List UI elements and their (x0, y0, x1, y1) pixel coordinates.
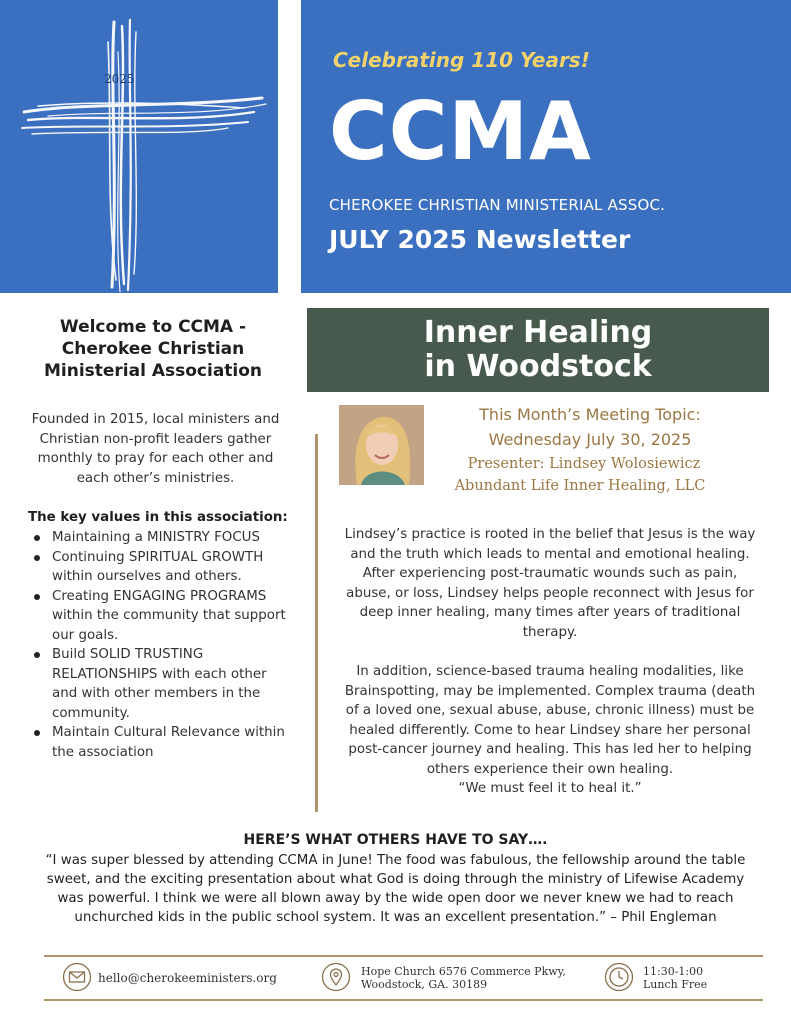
topic-paragraph-1: Lindsey’s practice is rooted in the belief that Jesus is the way and the truth which leads to mental and emotional healing. After experiencing post-traumatic wounds such as pain, abuse, or loss, Lindsey helps people reconnect with Jesus for deep inner healing, many times after years of traditional therapy. (344, 527, 756, 640)
meeting-date: Wednesday July 30, 2025 (488, 430, 692, 449)
founded-paragraph: Founded in 2015, local ministers and Christian non-profit leaders gather monthly to pray for each other and each other’s ministries. (31, 412, 280, 486)
list-item (28, 723, 290, 762)
footer-time-line: Lunch Free (643, 978, 708, 991)
footer-address-line: Woodstock, GA. 30189 (361, 978, 488, 991)
anniversary-tagline: Celebrating 110 Years! (333, 48, 590, 72)
list-item-text: Maintain Cultural Relevance within the association (52, 725, 285, 760)
org-acronym: CCMA (329, 85, 592, 178)
meeting-topic-label: This Month’s Meeting Topic: (479, 405, 701, 424)
key-values-title: The key values in this association: (28, 510, 288, 525)
list-item (28, 645, 290, 723)
presenter-photo (339, 405, 424, 485)
footer-time (643, 965, 707, 991)
testimonial-heading: HERE’S WHAT OTHERS HAVE TO SAY…. (243, 832, 548, 848)
list-item (28, 528, 290, 548)
list-item-text: Continuing SPIRITUAL GROWTH within ourselves and others. (52, 549, 264, 584)
footer-bottom-rule (44, 999, 763, 1001)
bullet-icon (34, 535, 40, 541)
footer-address (361, 965, 566, 991)
list-item (28, 548, 290, 587)
testimonial-quote: “I was super blessed by attending CCMA in June! The food was fabulous, the fellowship around the table sweet, and the exciting presentation about what God is doing through the ministry of Lifewise Academy was powerful. I think we were all blown away by the wide open door we never knew we had to reach unchurched kids in the public school system. It was an excellent presentation.” – Phil Engleman (45, 853, 746, 925)
topic-paragraph-2-text: In addition, science-based trauma healing modalities, like Brainspotting, may be implemented. Complex trauma (death of a loved one, sexual abuse, abuse, chronic illness) must be healed differently. Come to hear Lindsey share her personal post-cancer journey and healing. This has led her to helping others experience their own healing. (344, 664, 756, 777)
topic-banner-line: in Woodstock (424, 349, 652, 384)
footer-time-line: 11:30-1:00 (643, 965, 704, 978)
topic-banner (307, 308, 769, 392)
footer-email[interactable]: hello@cherokeeministers.org (98, 971, 277, 985)
welcome-heading (28, 316, 278, 382)
list-item-text: Maintaining a MINISTRY FOCUS (52, 530, 260, 545)
bullet-icon (34, 652, 40, 658)
footer-address-line: Hope Church 6576 Commerce Pkwy, (361, 965, 566, 978)
year-mark: 2025 (104, 72, 135, 86)
presenter-company: Abundant Life Inner Healing, LLC (454, 478, 706, 494)
footer-top-rule (44, 955, 763, 957)
newsletter-issue-title: JULY 2025 Newsletter (329, 225, 631, 254)
presenter-name: Presenter: Lindsey Wolosiewicz (467, 456, 701, 472)
bullet-icon (34, 730, 40, 736)
topic-banner-line: Inner Healing (423, 315, 653, 350)
envelope-icon (62, 962, 92, 992)
topic-paragraph-2 (340, 662, 760, 799)
header-divider (278, 0, 301, 293)
header-left-panel (0, 0, 278, 293)
bullet-icon (34, 594, 40, 600)
column-divider (315, 434, 318, 812)
cross-logo-icon (18, 12, 268, 292)
map-pin-icon (321, 962, 351, 992)
list-item (28, 587, 290, 646)
org-full-name: CHEROKEE CHRISTIAN MINISTERIAL ASSOC. (329, 196, 666, 214)
closing-quote: “We must feel it to heal it.” (458, 781, 642, 796)
welcome-heading-line: Cherokee Christian (61, 339, 245, 359)
list-item-text: Build SOLID TRUSTING RELATIONSHIPS with each other and with other members in the community. (52, 647, 267, 721)
bullet-icon (34, 555, 40, 561)
welcome-heading-line: Welcome to CCMA - (59, 317, 247, 337)
clock-icon (604, 962, 634, 992)
list-item-text: Creating ENGAGING PROGRAMS within the community that support our goals. (52, 588, 286, 643)
welcome-heading-line: Ministerial Association (43, 361, 263, 381)
key-values-list (28, 528, 290, 762)
